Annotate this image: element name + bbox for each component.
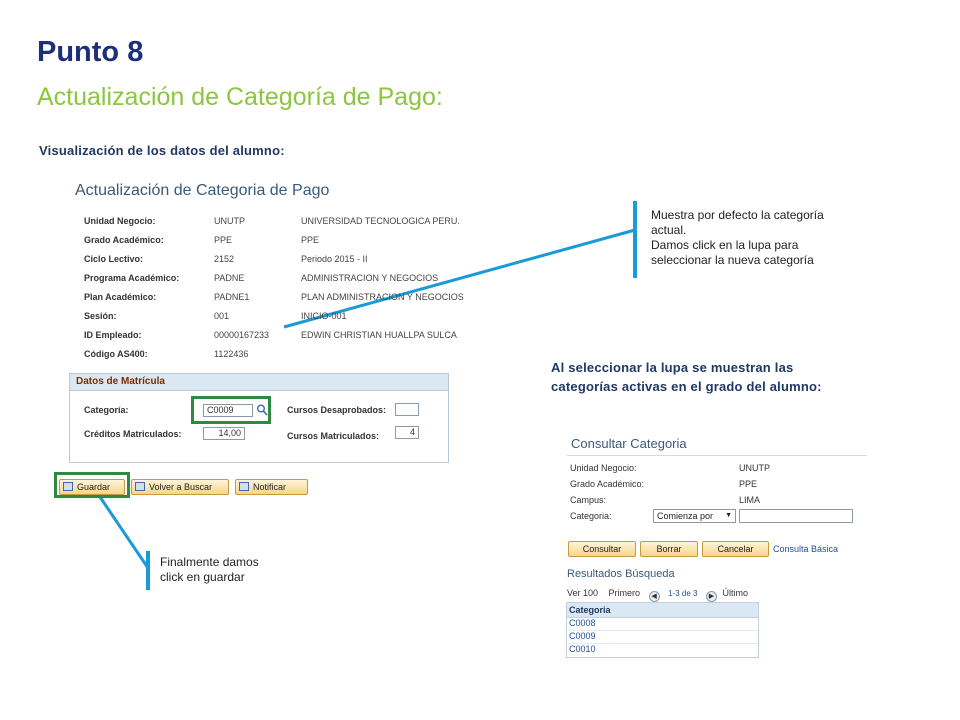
- info-description: ADMINISTRACION Y NEGOCIOS: [301, 273, 439, 283]
- info-description: UNIVERSIDAD TECNOLOGICA PERU.: [301, 216, 460, 226]
- results-nav: [567, 588, 748, 602]
- section-heading-left: Visualización de los datos del alumno:: [39, 143, 285, 158]
- info-description: PPE: [301, 235, 320, 245]
- categoria-input[interactable]: C0009: [203, 404, 253, 417]
- highlight-save: [54, 472, 130, 498]
- grado-label: Grado Académico:: [570, 479, 645, 489]
- unidad-value: UNUTP: [739, 463, 770, 473]
- next-icon[interactable]: ▶: [706, 591, 717, 602]
- desaprobados-input[interactable]: [395, 403, 419, 416]
- campus-label: Campus:: [570, 495, 607, 505]
- matriculados-label: Cursos Matriculados:: [287, 431, 380, 441]
- creditos-input[interactable]: 14,00: [203, 427, 245, 440]
- campus-value: LIMA: [739, 495, 761, 505]
- back-button-label: Volver a Buscar: [149, 482, 213, 492]
- operator-select-value: Comienza por: [657, 511, 714, 521]
- info-value: PADNE: [214, 273, 245, 283]
- title-divider: [567, 455, 867, 456]
- highlight-category: [191, 396, 271, 424]
- grado-value: PPE: [739, 479, 758, 489]
- result-row[interactable]: C0008: [567, 618, 758, 631]
- callout-category-line: Damos click en la lupa para: [651, 238, 799, 252]
- last-link[interactable]: Último: [722, 588, 748, 598]
- info-label: ID Empleado:: [84, 330, 142, 340]
- results-header: Categoria: [567, 603, 758, 618]
- info-label: Programa Académico:: [84, 273, 180, 283]
- info-value: UNUTP: [214, 216, 245, 226]
- creditos-label: Créditos Matriculados:: [84, 429, 182, 439]
- info-description: EDWIN CHRISTIAN HUALLPA SULCA: [301, 330, 457, 340]
- right-panel-title: Consultar Categoria: [571, 436, 687, 451]
- notify-button[interactable]: [235, 479, 308, 495]
- results-table: [566, 602, 759, 658]
- back-icon: [135, 482, 145, 491]
- info-value: 001: [214, 311, 230, 321]
- info-value: 2152: [214, 254, 235, 264]
- callout-save-line: Finalmente damos: [160, 555, 259, 569]
- matriculados-input[interactable]: 4: [395, 426, 419, 439]
- notify-icon: [239, 482, 249, 491]
- left-panel-title: Actualización de Categoria de Pago: [75, 182, 330, 199]
- info-description: PLAN ADMINISTRACION Y NEGOCIOS: [301, 292, 464, 302]
- result-row[interactable]: C0009: [567, 631, 758, 644]
- previous-icon[interactable]: ◀: [649, 591, 660, 602]
- results-range: 1-3 de 3: [668, 589, 698, 598]
- operator-select[interactable]: [653, 509, 736, 523]
- callout-category-line: Muestra por defecto la categoría: [651, 208, 824, 222]
- cancel-button[interactable]: Cancelar: [702, 541, 769, 557]
- info-label: Ciclo Lectivo:: [84, 254, 144, 264]
- info-value: PADNE1: [214, 292, 250, 302]
- search-button[interactable]: Consultar: [568, 541, 636, 557]
- info-label: Grado Académico:: [84, 235, 164, 245]
- info-label: Código AS400:: [84, 349, 148, 359]
- callout-category-line: actual.: [651, 223, 687, 237]
- callout-save: [160, 555, 259, 585]
- info-label: Unidad Negocio:: [84, 216, 156, 226]
- section-heading-right-line1: Al seleccionar la lupa se muestran las: [551, 360, 794, 375]
- info-value: PPE: [214, 235, 233, 245]
- info-label: Plan Académico:: [84, 292, 157, 302]
- info-value: 1122436: [214, 349, 249, 359]
- results-title: Resultados Búsqueda: [567, 568, 675, 580]
- first-link[interactable]: Primero: [608, 588, 641, 598]
- categoria-label: Categoría:: [84, 405, 129, 415]
- slide-title: Punto 8: [37, 36, 144, 68]
- save-button-label: Guardar: [77, 482, 111, 492]
- chevron-down-icon: ▼: [725, 512, 732, 519]
- callout-save-line: click en guardar: [160, 570, 245, 584]
- desaprobados-label: Cursos Desaprobados:: [287, 405, 387, 415]
- info-label: Sesión:: [84, 311, 117, 321]
- categoria-search-label: Categoria:: [570, 511, 612, 521]
- callout-category-line: seleccionar la nueva categoría: [651, 253, 814, 267]
- info-value: 00000167233: [214, 330, 270, 340]
- categoria-search-input[interactable]: [739, 509, 853, 523]
- callout-category: [651, 208, 824, 268]
- notify-button-label: Notificar: [253, 482, 287, 492]
- basic-search-link[interactable]: Consulta Básica: [773, 544, 839, 554]
- info-description: INICIO-001: [301, 311, 347, 321]
- section-heading-right-line2: categorías activas en el grado del alumno:: [551, 379, 822, 394]
- back-to-search-button[interactable]: [131, 479, 229, 495]
- clear-button[interactable]: Borrar: [640, 541, 698, 557]
- connector-line-bottom: [98, 494, 148, 568]
- info-description: Periodo 2015 - II: [301, 254, 368, 264]
- matricula-heading: Datos de Matrícula: [70, 374, 448, 391]
- unidad-label: Unidad Negocio:: [570, 463, 637, 473]
- view-all-link[interactable]: Ver 100: [567, 588, 599, 598]
- slide-subtitle: Actualización de Categoría de Pago:: [37, 83, 443, 111]
- result-row[interactable]: C0010: [569, 644, 596, 654]
